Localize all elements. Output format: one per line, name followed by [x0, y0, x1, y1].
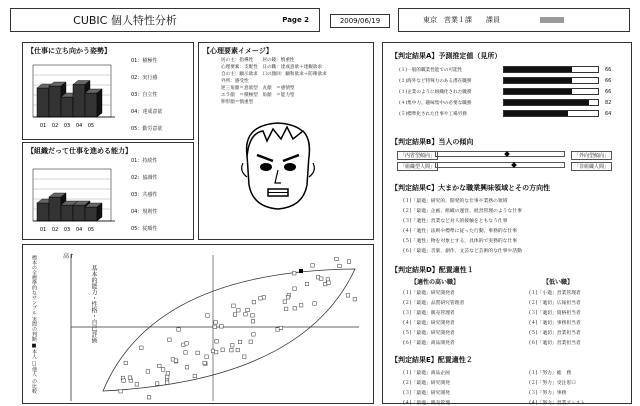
judge-d-high-row: (２)「最適」品質研究管理者: [403, 301, 465, 306]
judge-e-col1-row: (２)「最適」研究開発: [403, 381, 450, 386]
other-marker: [346, 294, 350, 298]
x-tick-label: 02: [51, 227, 59, 233]
work-attitude-title: 【仕事に立ち向かう姿勢】: [27, 47, 111, 55]
organization-ability-panel: [22, 142, 194, 240]
judge-a-bar-fill: [504, 78, 572, 83]
other-marker: [196, 351, 200, 355]
other-marker: [124, 361, 128, 365]
other-marker: [293, 307, 297, 311]
judge-a-bar-fill: [504, 100, 589, 105]
judge-c-row: (５)「適性」物を対象とする、具体的で実務的な仕事: [403, 239, 518, 244]
judge-a-bar: [503, 77, 599, 84]
legend-item: 01：積極性: [131, 58, 158, 64]
organization-ability-chart: [29, 165, 119, 235]
other-marker: [140, 346, 144, 350]
psych-line: 居の主：指導性 居の鏡：慎重性: [221, 58, 295, 63]
judge-a-label: (５)標準化された仕事や工場労務: [399, 112, 467, 117]
psych-line: 自の主：顧示欲求 口の顔回：顧和欲求＋防衛欲求: [221, 72, 327, 77]
judge-e-col2-row: (４)「努力」営業アシスト: [529, 401, 586, 406]
other-marker: [147, 396, 151, 400]
other-marker: [214, 321, 218, 325]
judge-d-low-row: (３)「適切」資格担当者: [529, 311, 581, 316]
judge-a-bar-fill: [504, 89, 572, 94]
judge-e-col1-row: (３)「最適」研究開発: [403, 391, 450, 396]
other-marker: [165, 381, 169, 385]
legend-item: 05：従順性: [131, 226, 158, 232]
judge-d-high-row: (３)「最適」販売管理者: [403, 311, 455, 316]
other-marker: [214, 350, 218, 354]
judge-a-label: (１)一般的職業性能での可能性: [399, 68, 463, 73]
other-marker: [168, 338, 172, 342]
judge-a-bar-fill: [504, 111, 568, 116]
other-marker: [215, 340, 219, 344]
other-marker: [347, 260, 351, 264]
other-marker: [166, 372, 170, 376]
judge-b-right: 「外向型傾向」: [571, 151, 612, 160]
other-marker: [293, 272, 297, 276]
other-marker: [279, 326, 283, 330]
other-marker: [252, 333, 256, 337]
other-marker: [155, 382, 159, 386]
psych-line: 逆三角顔＝意欲型 丸顔 ＝感情型: [221, 86, 295, 91]
psychological-image-title: 【心理要素イメージ】: [203, 47, 273, 55]
judge-a-label: (４)集中力、趣味集中の必要な職務: [399, 101, 472, 106]
judge-c-row: (６)「最適」音楽、創作、文芸など芸術的な仕事や活動: [403, 249, 522, 254]
other-marker: [237, 309, 241, 313]
other-marker: [184, 351, 188, 355]
other-marker: [193, 374, 197, 378]
judge-a-bar: [503, 88, 599, 95]
other-marker: [305, 282, 309, 286]
legend-item: 01：持続性: [131, 158, 158, 164]
judge-b-right: 「非組織人間」: [571, 162, 612, 171]
other-marker: [249, 340, 253, 344]
x-tick-label: 05: [87, 123, 95, 129]
other-marker: [231, 344, 235, 348]
judge-b-marker: [504, 151, 510, 157]
judge-a-value: 64: [605, 111, 612, 117]
x-tick-label: 05: [87, 227, 95, 233]
other-marker: [313, 302, 317, 306]
report-title-box: [10, 8, 320, 32]
judge-e-col2-row: (３)「努力」事務: [529, 391, 567, 396]
judge-e-col1-row: (１)「最適」商品企画: [403, 371, 450, 376]
legend-item: 04：達成意欲: [131, 109, 163, 115]
other-marker: [252, 300, 256, 304]
scatter-panel: [22, 244, 374, 404]
legend-item: 02：協調性: [131, 175, 158, 181]
other-marker: [311, 264, 315, 268]
other-marker: [232, 304, 236, 308]
judge-d-low-title: 【低い職】: [543, 279, 574, 286]
judge-b-marker: [511, 162, 517, 168]
other-marker: [335, 257, 339, 261]
judge-d-low-row: (４)「適切」事務担当者: [529, 321, 581, 326]
department-label: 東京 営業１課 課員: [423, 16, 500, 24]
other-marker: [221, 348, 225, 352]
x-tick-label: 03: [63, 227, 71, 233]
scatter-axis-label: 基本的能力・性格・自己評価: [90, 265, 97, 343]
judge-a-bar: [503, 110, 599, 117]
work-attitude-chart: [29, 61, 119, 131]
other-marker: [128, 376, 132, 380]
work-attitude-panel: [22, 42, 194, 140]
other-marker: [122, 379, 126, 383]
other-marker: [203, 361, 207, 365]
other-marker: [230, 348, 234, 352]
legend-item: 03：自立性: [131, 92, 158, 98]
other-marker: [243, 355, 247, 359]
other-marker: [213, 325, 217, 329]
other-marker: [119, 390, 123, 394]
other-marker: [286, 296, 290, 300]
scatter-plot: [63, 251, 363, 401]
judge-d-high-row: (４)「最適」研究開発者: [403, 321, 455, 326]
x-tick-label: 02: [51, 123, 59, 129]
report-date: 2009/06/19: [339, 17, 381, 25]
other-marker: [205, 355, 209, 359]
other-marker: [327, 281, 331, 285]
other-marker: [206, 314, 210, 318]
judge-c-row: (３)「適性」営業など対人的接触をともなう仕事: [403, 219, 508, 224]
other-marker: [338, 264, 342, 268]
face-illustration: [233, 115, 323, 215]
judge-d-low-row: (１)「小適」営業管理者: [529, 291, 581, 296]
judge-e-title: 【判定結果E】配置適性２: [391, 356, 473, 364]
other-marker: [238, 340, 242, 344]
legend-item: 02：実行感: [131, 75, 158, 81]
judge-a-value: 66: [605, 67, 612, 73]
judge-b-scale: [435, 162, 565, 168]
other-marker: [246, 308, 250, 312]
judge-d-low-row: (２)「適切」広報担当者: [529, 301, 581, 306]
x-tick-label: 03: [63, 123, 71, 129]
name-redacted: [540, 17, 564, 23]
judge-d-high-row: (５)「最適」研究開発者: [403, 331, 455, 336]
judge-a-value: 82: [605, 100, 612, 106]
psych-line: 外所：感受性: [221, 79, 249, 84]
judge-d-title: 【判定結果D】配置適性１: [391, 266, 474, 274]
other-marker: [251, 320, 255, 324]
judge-a-label: (２)海外など特殊力のある潜在職務: [399, 79, 472, 84]
judge-b-title: 【判定結果B】当人の傾向: [391, 138, 474, 146]
judge-c-row: (４)「適性」法則や標準に従った行動、事務的な仕事: [403, 229, 518, 234]
other-marker: [236, 348, 240, 352]
other-marker: [283, 300, 287, 304]
judge-c-row: (１)「最適」研究的、開発的な仕事や業務の領域: [403, 199, 508, 204]
legend-item: 05：勤労意欲: [131, 126, 163, 132]
judge-e-col2-row: (２)「努力」受注窓口: [529, 381, 576, 386]
other-marker: [299, 304, 303, 308]
legend-item: 03：共感性: [131, 192, 158, 198]
other-marker: [185, 366, 189, 370]
judge-d-low-row: (５)「適切」営業担当者: [529, 331, 581, 336]
page-number: Page 2: [282, 16, 309, 24]
judge-d-high-title: 【適性の高い職】: [411, 279, 460, 286]
judge-d-low-row: (６)「適切」営業担当者: [529, 341, 581, 346]
dept-box: [398, 8, 630, 32]
other-marker: [293, 287, 297, 291]
judge-e-col2-row: (１)「努力」総 務: [529, 371, 572, 376]
x-tick-label: 01: [39, 227, 47, 233]
x-tick-label: 04: [75, 123, 83, 129]
other-marker: [166, 375, 170, 379]
judge-a-bar: [503, 66, 599, 73]
other-marker: [146, 370, 150, 374]
judge-c-row: (２)「最適」企画、組織の運営、経営管理のような仕事: [403, 209, 522, 214]
other-marker: [177, 328, 181, 332]
judge-b-scale: [435, 151, 565, 157]
date-box: [330, 14, 390, 28]
judge-d-high-row: (１)「最適」研究開発者: [403, 291, 455, 296]
scatter-legend-text: 標本の全標準的なサンプル 実際の判断 ■本人 □他人 の比較: [31, 255, 37, 394]
judge-a-label: (３)企業のように組織化された職務: [399, 90, 472, 95]
other-marker: [284, 307, 288, 311]
judge-b-left: 「組織型人間」: [397, 162, 438, 171]
psychological-image-panel: [198, 42, 374, 240]
other-marker: [320, 277, 324, 281]
other-marker: [233, 313, 237, 317]
other-marker: [251, 314, 255, 318]
judge-c-title: 【判定結果C】大まかな職業興味領域とその方向性: [391, 184, 551, 192]
other-marker: [174, 359, 178, 363]
judge-a-bar: [503, 99, 599, 106]
other-marker: [158, 364, 162, 368]
judge-a-value: 66: [605, 89, 612, 95]
bar-05: [85, 89, 102, 117]
report-title: CUBIC 個人特性分析: [73, 14, 177, 27]
other-marker: [353, 298, 357, 302]
other-marker: [220, 325, 224, 329]
judge-a-title: 【判定結果A】予測推定値（見所）: [391, 52, 502, 60]
other-marker: [262, 296, 266, 300]
judge-a-bar-fill: [504, 67, 572, 72]
judge-a-value: 66: [605, 78, 612, 84]
organization-ability-title: 【組織だって仕事を進める能力】: [27, 147, 132, 155]
psych-line: 卵形顔＝慎重型: [221, 100, 254, 105]
legend-item: 04：規則性: [131, 209, 158, 215]
other-marker: [185, 342, 189, 346]
other-marker: [161, 368, 165, 372]
psych-line: エラ顔 ＝積極型 角顔 ＝能力型: [221, 93, 295, 98]
other-marker: [135, 383, 139, 387]
other-marker: [259, 297, 263, 301]
psych-line: 心理要素：支配性 日の職：達成意欲＋達観欲求: [221, 65, 323, 70]
bar-05: [85, 203, 102, 221]
self-marker: [299, 269, 303, 273]
judge-b-left: 「内省型傾向」: [397, 151, 438, 160]
judge-e-col1-row: (４)「最適」販売管理: [403, 401, 450, 406]
x-tick-label: 04: [75, 227, 83, 233]
x-tick-label: 01: [39, 123, 47, 129]
y-axis-high-label: 高↑: [63, 253, 75, 260]
judgement-panel: [382, 42, 632, 404]
judge-d-high-row: (６)「最適」商品開発者: [403, 341, 455, 346]
other-marker: [244, 313, 248, 317]
